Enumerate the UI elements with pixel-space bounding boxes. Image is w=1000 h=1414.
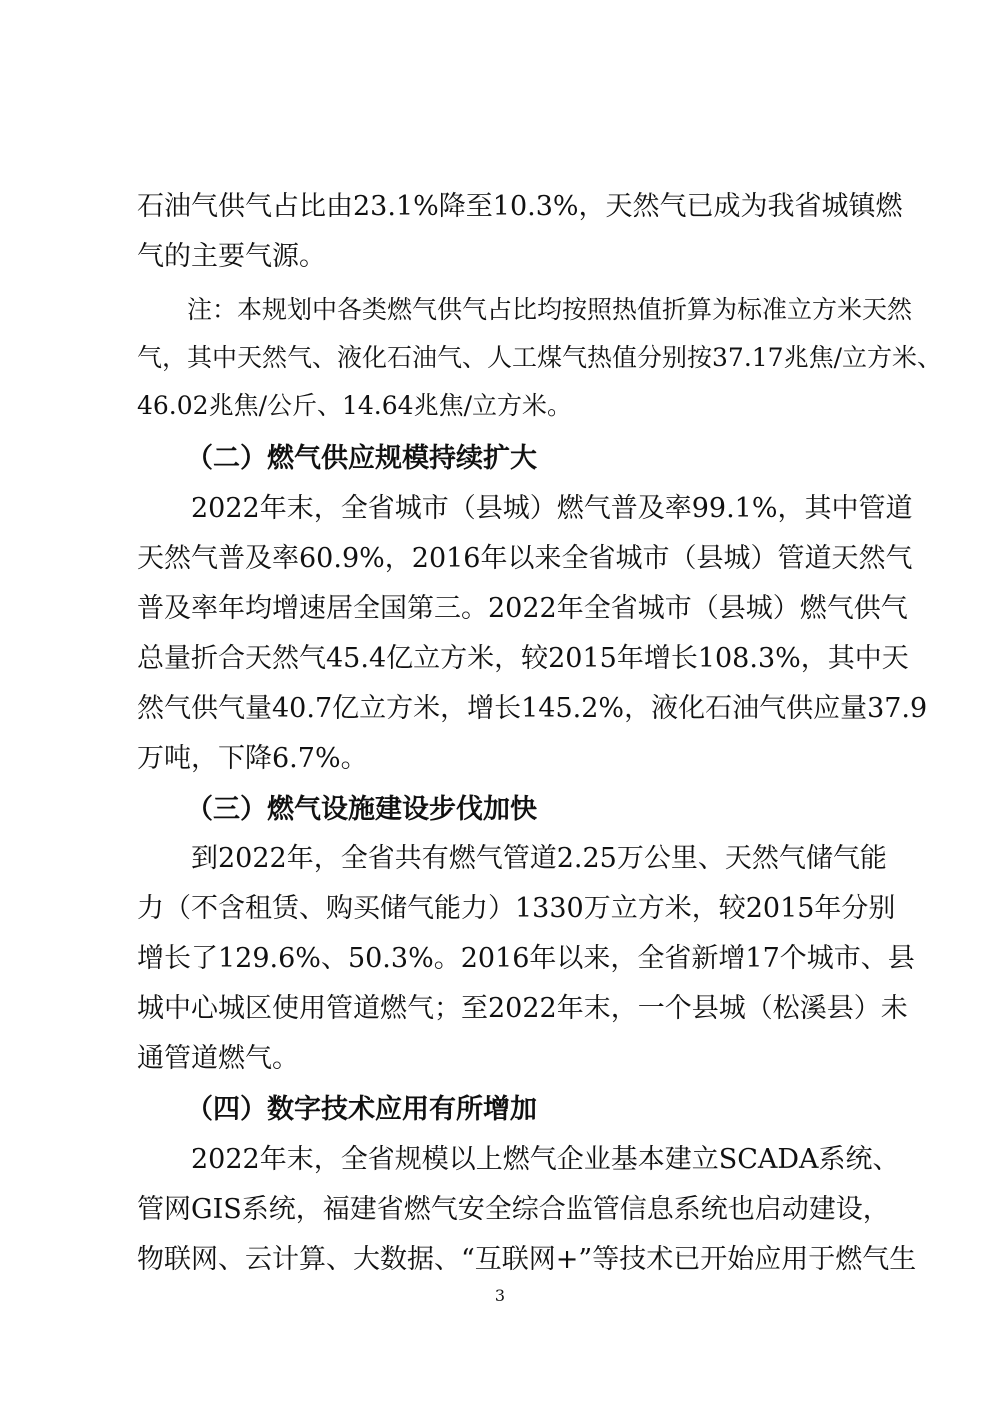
section-heading-4: （四）数字技术应用有所增加 [186,1094,537,1125]
paragraph-gas-share [137,182,903,282]
text-line: 然气供气量40.7亿立方米，增长145.2%，液化石油气供应量37.9 [137,693,928,724]
text-line: 管网GIS系统，福建省燃气安全综合监管信息系统也启动建设， [137,1194,890,1225]
text-line: 石油气供气占比由23.1%降至10.3%，天然气已成为我省城镇燃 [137,191,903,222]
text-line: 普及率年均增速居全国第三。2022年全省城市（县城）燃气供气 [137,593,908,624]
text-line: 增长了129.6%、50.3%。2016年以来，全省新增17个城市、县 [137,943,915,974]
note-paragraph [137,286,942,430]
paragraph-supply-scale [137,484,928,784]
paragraph-facilities [137,834,915,1084]
page-number: 3 [494,1286,506,1305]
text-line: 城中心城区使用管道燃气；至2022年末，一个县城（松溪县）未 [137,993,908,1024]
text-line: 总量折合天然气45.4亿立方米，较2015年增长108.3%，其中天 [137,643,909,674]
paragraph-digital-tech [137,1135,917,1285]
text-line: 通管道燃气。 [137,1043,299,1074]
text-line: 2022年末，全省城市（县城）燃气普及率99.1%，其中管道 [191,493,913,524]
text-line: 万吨，下降6.7%。 [137,743,368,774]
text-line: 气，其中天然气、液化石油气、人工煤气热值分别按37.17兆焦/立方米、 [137,343,942,372]
section-heading-2: （二）燃气供应规模持续扩大 [186,443,537,474]
text-line: 46.02兆焦/公斤、14.64兆焦/立方米。 [137,391,572,420]
text-line: 天然气普及率60.9%，2016年以来全省城市（县城）管道天然气 [137,543,913,574]
text-line: 物联网、云计算、大数据、“互联网+”等技术已开始应用于燃气生 [137,1244,917,1275]
text-line: 气的主要气源。 [137,241,326,272]
text-line: 注：本规划中各类燃气供气占比均按照热值折算为标准立方米天然 [187,295,913,324]
text-line: 2022年末，全省规模以上燃气企业基本建立SCADA系统、 [191,1144,900,1175]
text-line: 到2022年，全省共有燃气管道2.25万公里、天然气储气能 [191,843,887,874]
text-line: 力（不含租赁、购买储气能力）1330万立方米，较2015年分别 [137,893,896,924]
section-heading-3: （三）燃气设施建设步伐加快 [186,794,537,825]
